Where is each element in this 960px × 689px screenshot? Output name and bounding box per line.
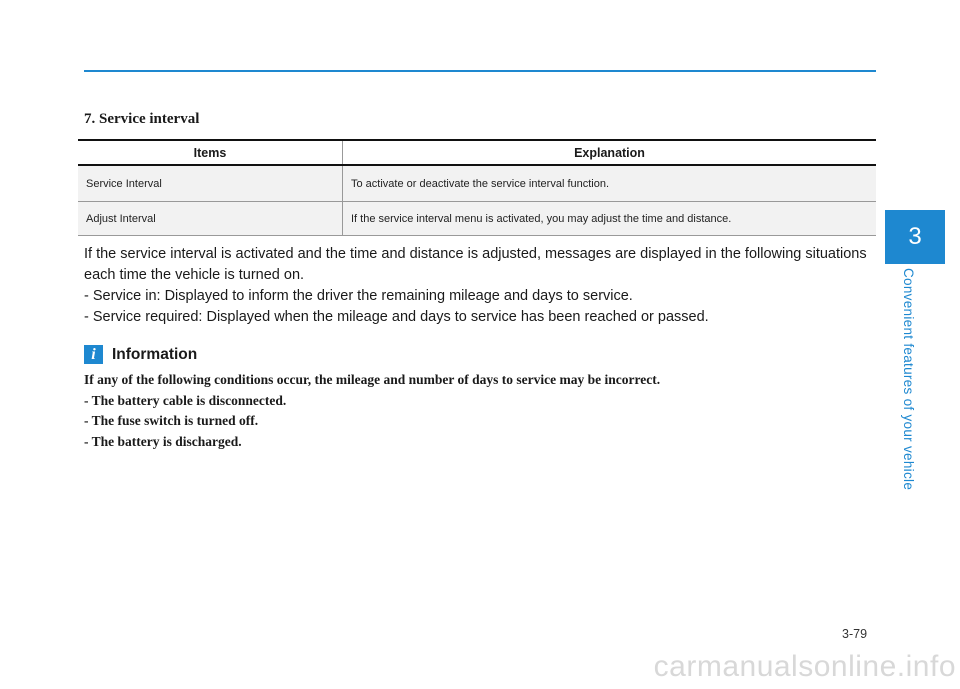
table-cell-item: Adjust Interval xyxy=(78,202,343,236)
info-line: - The fuse switch is turned off. xyxy=(84,413,259,428)
table-header-items: Items xyxy=(78,140,343,165)
body-text xyxy=(84,244,874,328)
top-rule xyxy=(84,70,876,72)
info-title: Information xyxy=(112,346,198,363)
section-title: 7. Service interval xyxy=(84,111,200,127)
watermark: carmanualsonline.info xyxy=(653,650,956,683)
table-header-explanation: Explanation xyxy=(343,140,877,165)
table-row xyxy=(78,202,876,236)
body-bullet: - Service in: Displayed to inform the driver the remaining mileage and days to service. xyxy=(84,288,633,304)
items-table xyxy=(78,139,876,236)
body-paragraph: If the service interval is activated and the time and distance is adjusted, messages are displayed in the following situations each time the vehicle is turned on. xyxy=(84,246,867,283)
info-line: - The battery is discharged. xyxy=(84,433,242,449)
table-cell-item: Service Interval xyxy=(78,165,343,202)
table-header-row xyxy=(78,140,876,165)
table-row xyxy=(78,165,876,202)
chapter-number-tab: 3 xyxy=(885,210,945,264)
body-bullet: - Service required: Displayed when the mileage and days to service has been reached or passed. xyxy=(84,309,709,325)
table-cell-explanation: To activate or deactivate the service interval function. xyxy=(343,165,877,202)
chapter-title: Convenient features of your vehicle xyxy=(901,268,916,491)
info-line: If any of the following conditions occur, the mileage and number of days to service may be incorrect. xyxy=(84,372,661,387)
page-number: 3-79 xyxy=(842,627,868,641)
info-body xyxy=(84,370,874,452)
table-cell-explanation: If the service interval menu is activated, you may adjust the time and distance. xyxy=(343,202,877,236)
info-icon: i xyxy=(84,345,103,364)
info-line: - The battery cable is disconnected. xyxy=(84,392,287,408)
